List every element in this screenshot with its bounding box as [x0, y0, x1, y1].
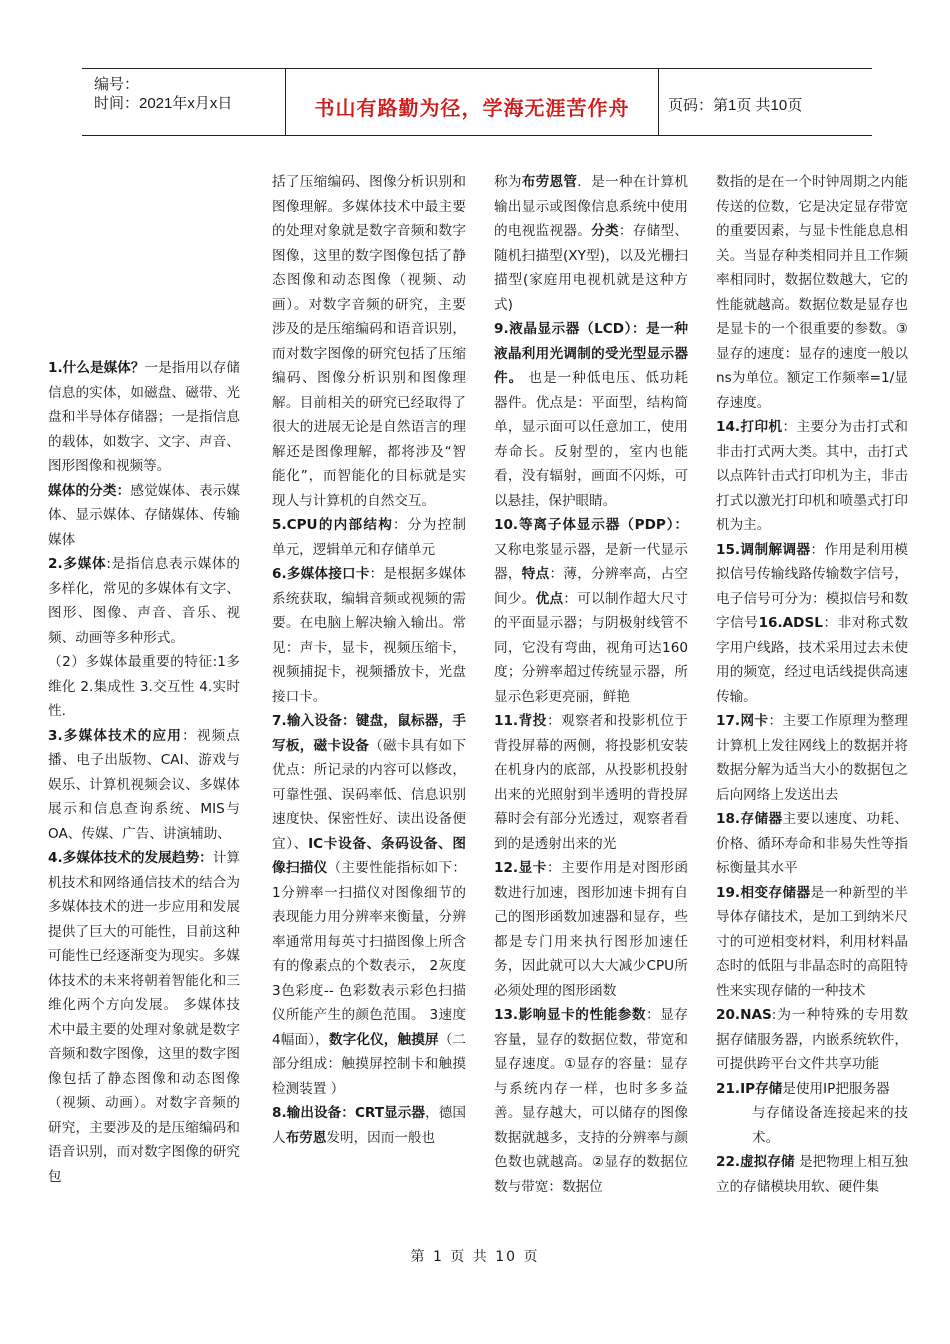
- paragraph: [716, 881, 908, 1004]
- section-body: ，德国人: [272, 1105, 466, 1146]
- section-body: ：作用是利用模拟信号传输线路传输数字信号，电子信号可分为：模拟信号和数字信号: [716, 541, 908, 631]
- emphasis-name: 布劳恩: [285, 1129, 327, 1146]
- section-heading: 20.NAS: [716, 1007, 772, 1023]
- section-heading: 21.IP存储: [716, 1080, 783, 1097]
- section-body: 是使用IP把服务器: [782, 1080, 890, 1097]
- section-heading: 22.虚拟存储: [716, 1154, 795, 1170]
- section-body: :是指信息表示媒体的多样化，常见的多媒体有文字、图形、图像、声音、音乐、视频、动画等多种形式。: [48, 556, 240, 646]
- section-body: ：非对称式数字用户线路，技术采用过去未使用的频宽，经过电话线提供高速传输。: [716, 615, 909, 705]
- section-heading: 媒体的分类：: [48, 482, 131, 499]
- text-column-1: [48, 356, 240, 1189]
- section-heading: 18.存储器: [716, 811, 783, 827]
- paragraph: [48, 479, 240, 553]
- section-body: ：主要分为击打式和非击打式两大类。其中，击打式以点阵针击式打印机为主，非击打式以激光打印机和喷墨式打印机为主。: [716, 419, 908, 533]
- section-heading: IC卡设备、条码设备、图像扫描仪: [272, 835, 466, 876]
- paragraph: [494, 1003, 688, 1199]
- section-heading: 数字化仪，触摸屏: [328, 1031, 439, 1048]
- section-body: 称为: [494, 174, 522, 190]
- section-heading-colon: ：: [199, 850, 213, 866]
- paragraph: [716, 807, 908, 881]
- paragraph: [716, 538, 908, 710]
- section-heading: 5.CPU的内部结构: [272, 517, 394, 533]
- section-heading: 4.多媒体技术的发展趋势: [48, 850, 200, 866]
- document-time-label: 时间：2021年x月x日: [94, 95, 233, 112]
- section-body: 括了压缩编码、图像分析识别和图像理解。多媒体技术中最主要的处理对象就是数字音频和数字图像，这里的数字图像包括了静态图像和动态图像（视频、动画）。对数字音频的研究，主要涉及的是压缩编码和语音识别，而对数字图像的研究包括了压缩编码、图像分析识别和图像理解。目前相关的研究已经取得了很大的进展无论是自然语言的理解还是图像理解，都将涉及“智能化”，而智能化的目标就是实现人与计算机的自然交互。: [272, 174, 466, 509]
- emphasis-name: 布劳恩管: [521, 174, 578, 190]
- section-heading: 特点: [521, 566, 550, 582]
- paragraph: [48, 356, 240, 479]
- section-heading: 分类: [591, 223, 619, 239]
- section-body: ：可以制作超大尺寸的平面显示器；与阴极射线管不同，它没有弯曲，视角可达160度；分辨率超过传统显示器，所显示色彩更亮丽，鲜艳: [494, 590, 689, 705]
- paragraph: [48, 650, 240, 724]
- section-body: ：存储型、随机扫描型(XY型)，以及光栅扫描型(家庭用电视机就是这种方式): [494, 223, 689, 313]
- section-body: 又称电浆显示器，是新一代显示器，: [494, 541, 688, 582]
- section-body: 是把物理上相互独立的存储模块用软、硬件集: [716, 1154, 908, 1195]
- section-heading: 优点: [535, 590, 564, 607]
- paragraph: [716, 1150, 908, 1199]
- section-heading: 14.打印机: [716, 419, 783, 435]
- section-body: （主要性能指标如下：1分辨率一扫描仪对图像细节的表现能力用分辨率来衡量，分辨率通常用每英寸扫描图像上所含有的像素点的个数表示， 2灰度 3色彩度-- 色彩数表示彩色扫描仪所能产生的颜色范围。 3速度 4幅面），: [272, 860, 467, 1048]
- section-body: （二部分组成：触摸屏控制卡和触摸检测装置 ）: [272, 1031, 467, 1097]
- section-body: 也是一种低电压、低功耗器件。优点是：平面型，结构简单，显示面可以任意加工，使用寿命长。反射型的，室内也能看，没有辐射，画面不闪烁，可以悬挂，保护眼睛。: [494, 370, 688, 509]
- document-number-label: 编号：: [94, 76, 140, 93]
- section-body: ：观察者和投影机位于背投屏幕的两侧，将投影机安装在机身内的底部，从投影机投射出来的光照射到半透明的背投屏幕时会有部分光透过，观察者看到的是透射出来的光: [494, 713, 688, 852]
- paragraph: [48, 846, 240, 1189]
- header-page-cell: [658, 69, 872, 135]
- text-column-3: [494, 170, 688, 1199]
- section-heading: 15.调制解调器: [716, 541, 811, 558]
- section-heading: 10.等离子体显示器（PDP）：: [494, 517, 688, 533]
- paragraph: [494, 170, 688, 317]
- section-heading: 2.多媒体: [48, 556, 107, 572]
- section-body: ：主要工作原理为整理计算机上发往网线上的数据并将数据分解为适当大小的数据包之后向网络上发送出去: [716, 713, 908, 803]
- section-heading: 9.液晶显示器（LCD）：是一种液晶利用光调制的受光型显示器件。: [494, 321, 688, 386]
- section-heading: 17.网卡: [716, 713, 769, 729]
- paragraph: [272, 562, 466, 709]
- paragraph: [48, 552, 240, 650]
- section-body: 是一种新型的半导体存储技术，是加工到纳米尺寸的可逆相变材料，利用材料晶态时的低阻与非晶态时的高阻特性来实现存储的一种技术: [716, 884, 908, 999]
- section-heading: 7.输入设备：键盘，鼠标器，手写板，磁卡设备: [272, 713, 466, 754]
- paragraph: [716, 170, 908, 415]
- paragraph: [716, 1003, 908, 1077]
- section-body: ：视频点播、电子出版物、CAI、游戏与娱乐、计算机视频会议、多媒体展示和信息查询系统、MIS与OA、传媒、广告、讲演辅助、: [48, 727, 240, 842]
- paragraph: [494, 317, 688, 513]
- section-body: （2）多媒体最重要的特征:1多维化 2.集成性 3.交互性 4.实时性.: [48, 654, 240, 719]
- section-body: 计算机技术和网络通信技术的结合为多媒体技术的进一步应用和发展提供了巨大的可能性，目前这种可能性已经逐渐变为现实。多媒体技术的未来将朝着智能化和三维化两个方向发展。 多媒体技术中最主要的处理对象就是数字音频和数字图像，这里的数字图像包括了静态图像和动态图像（视频、动画）。对数字音频的研究，主要涉及的是压缩编码和语音识别，而对数字图像的研究包: [48, 850, 241, 1185]
- section-heading: 13.影响显卡的性能参数: [494, 1007, 647, 1023]
- header-motto-cell: [285, 69, 659, 135]
- section-heading: 1.什么是媒体？: [48, 360, 145, 376]
- text-column-4: [716, 170, 908, 1199]
- header-meta-cell: [82, 69, 285, 135]
- section-heading: 6.多媒体接口卡: [272, 566, 370, 582]
- section-heading: 8.输出设备：CRT显示器: [272, 1105, 426, 1121]
- paragraph: [48, 724, 240, 847]
- paragraph: [716, 709, 908, 807]
- paragraph: [272, 1101, 466, 1150]
- section-body: 与存储设备连接起来的技术。: [752, 1105, 908, 1146]
- section-body: ：显存容量，显存的数据位数，带宽和显存速度。①显存的容量：显存与系统内存一样，也时多多益善。显存越大，可以储存的图像数据就越多，支持的分辨率与颜色数也就越高。②显存的数据位数与带宽：数据位: [494, 1007, 688, 1195]
- section-body: （磁卡具有如下优点：所记录的内容可以修改，可靠性强、误码率低、信息识别速度快、保密性好、读出设备便宜）、: [272, 737, 467, 852]
- page-number: 第 1 页 共 10 页: [410, 1249, 540, 1265]
- section-body: :为一种特殊的专用数据存储服务器，内嵌系统软件，可提供跨平台文件共享功能: [716, 1007, 908, 1072]
- section-body: ：主要作用是对图形函数进行加速，图形加速卡拥有自己的图形函数加速器和显存，些都是专门用来执行图形加速任务，因此就可以大大减少CPU所必须处理的图形函数: [494, 860, 688, 999]
- section-heading: 3.多媒体技术的应用: [48, 727, 183, 744]
- section-body: 感觉媒体、表示媒体、显示媒体、存储媒体、传输媒体: [48, 482, 241, 548]
- section-body: ：薄，分辨率高，占空间少。: [494, 566, 689, 607]
- section-body: 发明，因而一般也: [326, 1129, 436, 1146]
- section-heading: 16.ADSL: [758, 615, 823, 631]
- paragraph: [272, 170, 466, 513]
- paragraph: [494, 709, 688, 856]
- text-column-2: [272, 170, 466, 1150]
- paragraph: [716, 1077, 908, 1102]
- header-motto: 书山有路勤为径，学海无涯苦作舟: [314, 96, 630, 120]
- section-body: ：分为控制单元，逻辑单元和存储单元: [272, 517, 466, 558]
- paragraph: [272, 709, 466, 1101]
- paragraph: [716, 415, 908, 538]
- section-heading: 12.显卡: [494, 860, 547, 876]
- section-body: ：是根据多媒体系统获取，编辑音频或视频的需要。在电脑上解决输入输出。常见：声卡，显卡，视频压缩卡，视频捕捉卡，视频播放卡，光盘接口卡。: [272, 566, 467, 705]
- section-body: 数指的是在一个时钟周期之内能传送的位数，它是决定显存带宽的重要因素，与显卡性能息息相关。当显存种类相同并且工作频率相同时，数据位数越大，它的性能就越高。数据位数是显存也是显卡的一个很重要的参数。③显存的速度：显存的速度一般以ns为单位。额定工作频率=1/显存速度。: [716, 174, 908, 411]
- section-body: 一是指用以存储信息的实体，如磁盘、磁带、光盘和半导体存储器；一是指信息的载体，如数字、文字、声音、图形图像和视频等。: [48, 360, 241, 474]
- header-table: [82, 68, 872, 136]
- paragraph: [272, 513, 466, 562]
- section-body: 主要以速度、功耗、价格、循环寿命和非易失性等指标衡量其水平: [716, 811, 908, 876]
- paragraph: [494, 513, 688, 709]
- section-body: ．是一种在计算机输出显示或图像信息系统中使用的电视监视器。: [494, 174, 689, 239]
- paragraph: [494, 856, 688, 1003]
- page-footer: [0, 1246, 950, 1266]
- section-heading: 19.相变存储器: [716, 884, 811, 901]
- header-page-info: 页码：第1页 共10页: [668, 97, 803, 114]
- paragraph: [716, 1101, 908, 1150]
- section-heading: 11.背投: [494, 713, 547, 729]
